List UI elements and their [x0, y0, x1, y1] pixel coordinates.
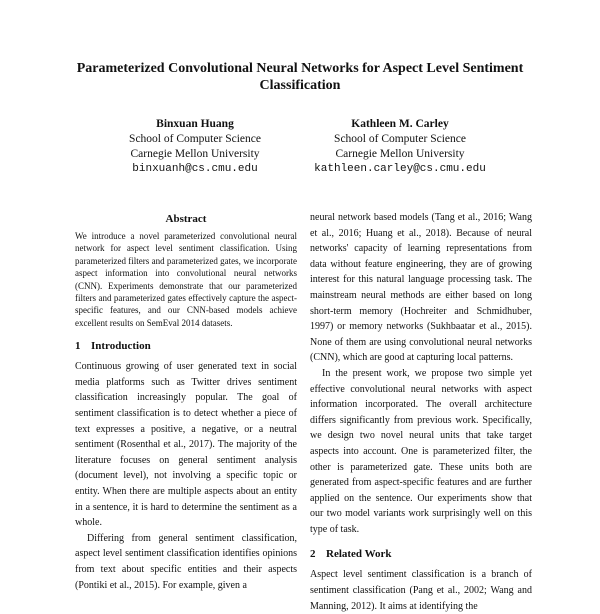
author-university: Carnegie Mellon University	[130, 148, 260, 160]
related-work-paragraph-1: Aspect level sentiment classification is a branch of sentiment classification (Pang et al., 2002; Wang and Manning, 2012). It aims at identifying the	[310, 569, 532, 612]
section-heading-introduction	[75, 339, 297, 353]
right-column	[310, 210, 532, 614]
author-block-2	[290, 117, 510, 177]
author-affiliation: School of Computer Science	[129, 133, 261, 145]
abstract-text: We introduce a novel parameterized convolutional neural network for aspect level sentiment classification. Using parameterized filters and parameterized gates, we incorporate aspect information into convolutional neural networks (CNN). Experiments demonstrate that our parameterized filters and parameterized gates effectively capture the aspect-specific features, and our CNN-based models achieve excellent results on SemEval 2014 datasets.	[75, 231, 297, 328]
section-number: 2	[310, 548, 316, 561]
section-title: Introduction	[91, 340, 151, 353]
author-email: kathleen.carley@cs.cmu.edu	[314, 163, 486, 175]
abstract-heading: Abstract	[165, 213, 207, 225]
author-university: Carnegie Mellon University	[335, 148, 465, 160]
section-title: Related Work	[326, 548, 392, 561]
intro-paragraph-2: Differing from general sentiment classification, aspect level sentiment classification identifies opinions from text about specific entities and their aspects (Pontiki et al., 2015). For example, given a	[75, 532, 297, 591]
intro-paragraph-3: In the present work, we propose two simple yet effective convolutional neural networks with aspect information incorporated. The overall architecture differs significantly from previous work. Specifically, we design two novel neural units that take target aspects into account. One is parameterized filter, the other is parameterized gate. These units both are generated from aspect-specific features and are further applied on the sentence. Our experiments show that our two model variants work surprisingly well on this type of task.	[310, 367, 532, 535]
left-column	[75, 212, 297, 593]
author-name: Kathleen M. Carley	[351, 118, 449, 130]
author-email: binxuanh@cs.cmu.edu	[132, 163, 258, 175]
author-affiliation: School of Computer Science	[334, 133, 466, 145]
paper-title: Parameterized Convolutional Neural Networks for Aspect Level Sentiment Classification	[76, 61, 524, 93]
author-block-1	[85, 117, 305, 177]
section-heading-related-work	[310, 547, 532, 561]
section-number: 1	[75, 340, 81, 353]
intro-paragraph-2-continued: neural network based models (Tang et al., 2016; Wang et al., 2016; Huang et al., 2018). Because of neural networks' capacity of learning representations from data without feature engineering, they are of growing interest for this natural language processing task. The mainstream neural methods are either based on long short-term memory (Hochreiter and Schmidhuber, 1997) or memory networks (Sukhbaatar et al., 2015). None of them are using convolutional neural networks (CNN), which are good at capturing local patterns.	[310, 212, 532, 364]
intro-paragraph-1: Continuous growing of user generated text in social media platforms such as Twitter drives sentiment classification increasingly popular. The goal of sentiment classification is to detect whether a piece of text expresses a positive, a negative, or a neutral sentiment (Rosenthal et al., 2017). The majority of the literature focuses on general sentiment analysis (document level), not involving a specific topic or entity. When there are multiple aspects about an entity in a sentence, it is hard to determine the sentiment as a whole.	[75, 361, 297, 529]
author-name: Binxuan Huang	[156, 118, 234, 130]
